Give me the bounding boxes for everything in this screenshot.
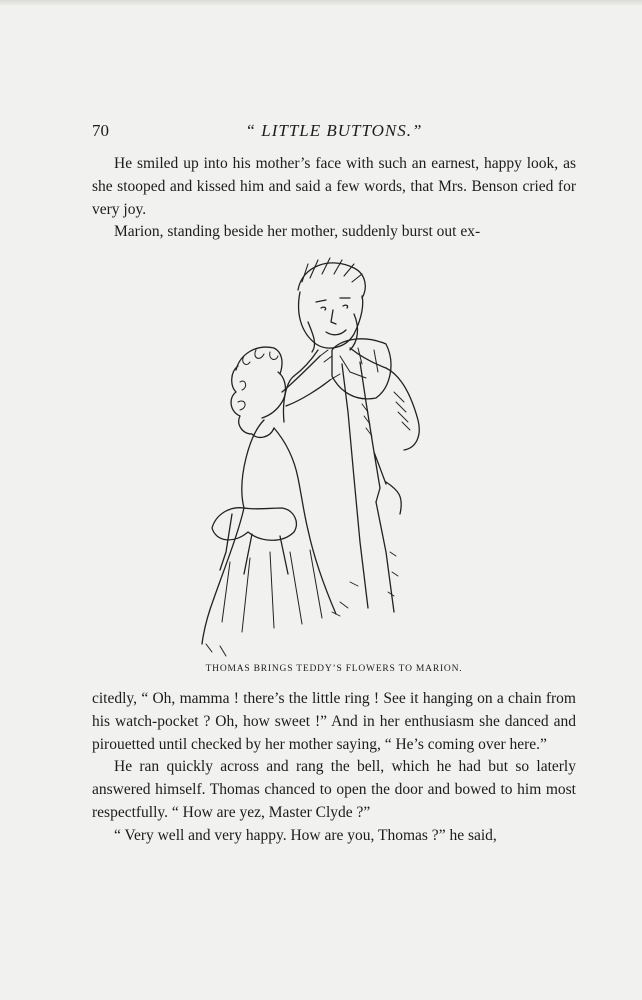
illustration-caption: THOMAS BRINGS TEDDY’S FLOWERS TO MARION.	[205, 664, 463, 674]
text-block-bottom	[92, 688, 576, 848]
page-top-edge	[0, 0, 642, 6]
girl-face	[262, 372, 285, 418]
man-leg	[376, 502, 394, 612]
text-block-top	[92, 153, 576, 244]
illustration-drawing	[190, 252, 480, 660]
paragraph: He smiled up into his mother’s face with such an earnest, happy look, as she stooped and kissed him and said a few words, that Mrs. Benson cried for very joy.	[92, 155, 576, 218]
man-shoulders	[294, 348, 386, 376]
girl-dress	[242, 420, 264, 508]
page-number: 70	[92, 121, 109, 140]
page-header	[92, 121, 576, 147]
girl-sash-bow	[212, 508, 296, 541]
paragraph: “ Very well and very happy. How are you, Thomas ?” he said,	[114, 826, 497, 844]
man-hair	[298, 263, 365, 298]
paragraph: citedly, “ Oh, mamma ! there’s the little ring ! See it hanging on a chain from his watch-pocket ? Oh, how sweet !” And in her enthusiasm she danced and pirouetted until checked by her mother saying, “ He’s coming over here.”	[92, 690, 576, 753]
paragraph: Marion, standing beside her mother, suddenly burst out ex-	[114, 223, 481, 241]
paragraph: He ran quickly across and rang the bell, which he had but so laterly answered himself. Thomas chanced to open the door and bowed to him most respectfully. “ How are yez, Master Clyde ?”	[92, 758, 576, 821]
running-title: “ LITTLE BUTTONS.”	[245, 121, 423, 140]
